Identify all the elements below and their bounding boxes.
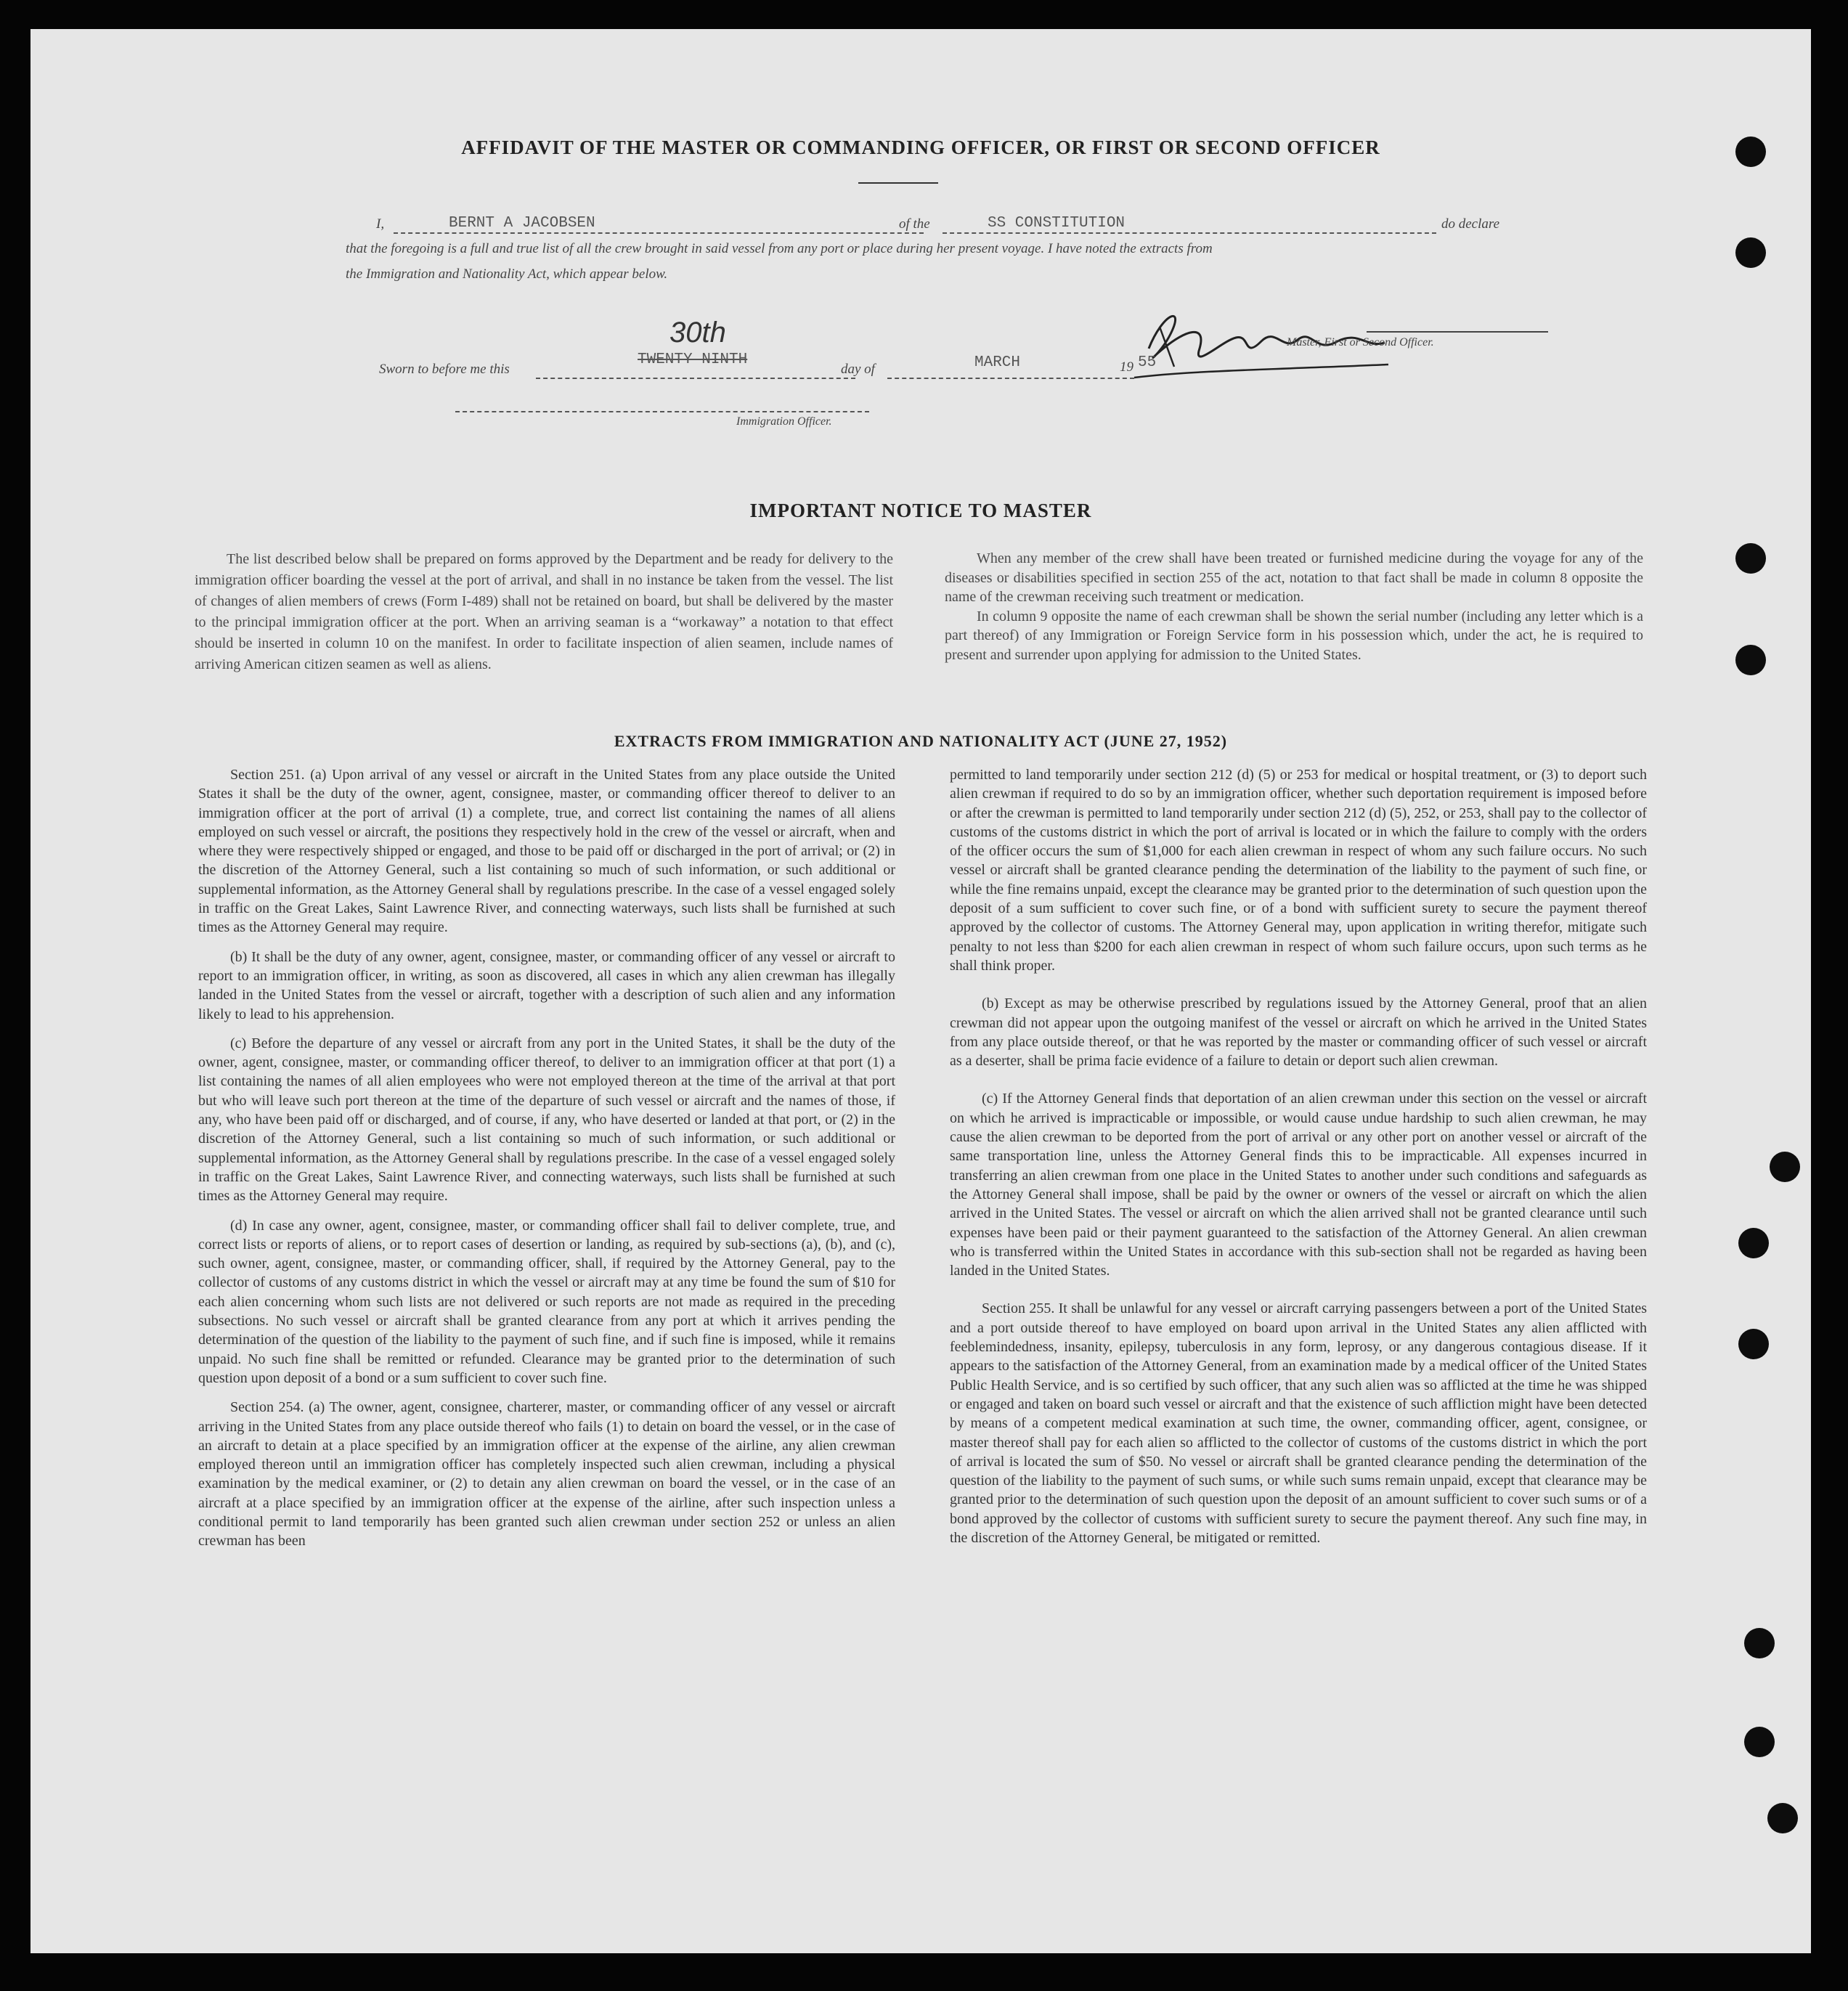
notice-title: IMPORTANT NOTICE TO MASTER [749, 500, 1092, 521]
signature-strike-line [1367, 331, 1548, 333]
affidavit-line-2: that the foregoing is a full and true list of all the crew brought in said vessel from any port or place during her present voyage. I have noted the extracts from [346, 241, 1213, 256]
punch-hole [1738, 1228, 1769, 1258]
affidavit-title: AFFIDAVIT OF THE MASTER OR COMMANDING OFFICER, OR FIRST OR SECOND OFFICER [461, 137, 1380, 158]
day-line [536, 378, 855, 379]
punch-hole [1744, 1727, 1775, 1757]
section-paragraph: permitted to land temporarily under section 212 (d) (5) or 253 for medical or hospital treatment, or (3) to deport such alien crewman if required to do so by an immigration officer, whether such deportation requirement is imposed before or after the crewman is permitted to land temporarily under section 212 (d) (5), 252, or 253, shall pay to the collector of customs of the customs district in which the port of arrival is located or in which the failure to comply with the orders of the officer occurs the sum of $1,000 for each alien crewman in respect of whom any such failure occurs. No such vessel or aircraft shall be granted clearance pending the determination of the liability to the payment of such fine, or while the fine remains unpaid, except the clearance may be granted prior to the determination of such question upon the deposit of a sum sufficient to cover such fine, or of a bond with sufficient surety to secure the payment thereof approved by the collector of customs. The Attorney General may, upon application in writing therefor, mitigate such penalty to not less than $200 for each alien crewman in respect of whom such failure occurs, upon such terms as he shall think proper. [950, 767, 1647, 974]
section-paragraph: (b) It shall be the duty of any owner, agent, consignee, master, or commanding officer of any vessel or aircraft to report to an immigration officer, in writing, as soon as discovered, all cases in which any alien crewman has illegally landed in the United States from the vessel or aircraft, together with a description of such alien and any information likely to lead to his apprehension. [198, 948, 895, 1022]
section-paragraph: (b) Except as may be otherwise prescribed by regulations issued by the Attorney General, proof that an alien crewman did not appear upon the outgoing manifest of the vessel or aircraft on which he arrived in the United States from any place outside thereof, or that he was reported by the master or commanding officer of such vessel or aircraft as a deserter, shall be prima facie evidence of a failure to detain or deport such alien crewman. [950, 996, 1647, 1070]
vessel-line [943, 232, 1436, 234]
document-page [30, 29, 1811, 1953]
punch-hole [1744, 1628, 1775, 1658]
punch-hole [1735, 237, 1766, 268]
extracts-right-column [950, 765, 1647, 1558]
master-caption: Master, First or Second Officer. [1287, 336, 1434, 349]
section-paragraph: (d) In case any owner, agent, consignee, master, or commanding officer shall fail to deliver complete, true, and correct lists or reports of aliens, or to report cases of desertion or landing, as required by sub-sections (a), (b), and (c), such owner, agent, consignee, master, or commanding officer, shall, if required by the Attorney General, pay to the collector of customs of any customs district in which the vessel or aircraft may at any time be found the sum of $10 for each alien concerning whom such lists are not delivered or such reports are not made as required in the preceding subsections. No such vessel or aircraft shall be granted clearance from any port at which it arrives pending the determination of the question of the liability to the payment of such fine, and if such fine is imposed, while it remains unpaid. No such fine shall be remitted or refunded. Clearance may be granted prior to the determination of such question upon deposit of a bond or a sum sufficient to cover such fine. [198, 1217, 895, 1386]
officer-caption: Immigration Officer. [736, 415, 832, 428]
month-line [887, 378, 1134, 379]
notice-paragraph: In column 9 opposite the name of each crewman shall be shown the serial number (including any letter which is a part thereof) of any Immigration or Foreign Service form in his possession which, under the act, he is required to present and surrender upon applying for admission to the United States. [945, 608, 1643, 663]
sworn-label: Sworn to before me this [379, 362, 510, 377]
extracts-title: EXTRACTS FROM IMMIGRATION AND NATIONALITY ACT (JUNE 27, 1952) [614, 732, 1228, 750]
notice-right-column [945, 549, 1643, 664]
section-paragraph: (c) If the Attorney General finds that deportation of an alien crewman under this section on the vessel or aircraft on which he arrived is impracticable or impossible, or would cause undue hardship to such alien crewman, he may cause the alien crewman to be deported from the port of arrival or any other port on another vessel or aircraft of the same transportation line, unless the Attorney General finds this to be impracticable. All expenses incurred in transferring an alien crewman from one place in the United States to another under such conditions and safeguards as the Attorney General shall impose, shall be paid by the owner or owners of the vessel or aircraft on which the alien arrived in the United States. The vessel or aircraft on which the alien arrived shall not be granted clearance until such expenses have been paid or their payment guaranteed to the satisfaction of the Attorney General. An alien crewman who is transferred within the United States in accordance with this sub-section shall not be regarded as having been landed in the United States. [950, 1091, 1647, 1279]
i-label: I, [376, 216, 385, 232]
title-underline [858, 182, 938, 184]
section-paragraph: Section 251. (a) Upon arrival of any vessel or aircraft in the United States from any place outside the United States it shall be the duty of the owner, agent, consignee, master, or commanding officer thereof to deliver to an immigration officer at the port of arrival (1) a complete, true, and correct list containing the names of all aliens employed on such vessel or aircraft, the positions they respectively hold in the crew of the vessel or aircraft, when and where they were respectively shipped or engaged, and those to be paid off or discharged in the port of arrival; or (2) in the discretion of the Attorney General, such a list containing so much of such information, or such additional or supplemental information, as the Attorney General shall by regulations prescribe. In the case of a vessel engaged solely in traffic on the Great Lakes, Saint Lawrence River, and connecting waterways, such lists shall be furnished at such times as the Attorney General may require. [198, 767, 895, 936]
punch-hole [1770, 1152, 1800, 1182]
day-typed-struck: TWENTY NINTH [638, 351, 748, 368]
officer-signature-line [455, 411, 869, 412]
notice-paragraph: The list described below shall be prepared on forms approved by the Department and be ready for delivery to the immigration officer boarding the vessel at the port of arrival, and shall in no instance be taken from the vessel. The list of changes of alien members of crews (Form I-489) shall not be retained on board, but shall be delivered by the master to the principal immigration officer at the port. When an arriving seaman is a “workaway” a notation to that effect should be inserted in column 10 on the manifest. In order to facilitate inspection of alien seamen, include names of arriving American citizen seamen as well as aliens. [195, 551, 893, 672]
of-the-label: of the [899, 216, 930, 232]
punch-hole [1738, 1329, 1769, 1359]
section-paragraph: Section 254. (a) The owner, agent, consignee, charterer, master, or commanding officer of any vessel or aircraft arriving in the United States from any place outside thereof who fails (1) to detain on board the vessel, or in the case of an aircraft to detain at a place specified by an immigration officer at the expense of the airline, any alien crewman employed thereon until an immigration officer has completely inspected such alien crewman, including a physical examination by the medical examiner, or (2) to detain any alien crewman on board the vessel, or in the case of an aircraft at a place specified by an immigration officer at the expense of the airline, after such inspection unless a conditional permit to land temporarily has been granted such alien crewman under section 252 or unless an alien crewman has been [198, 1399, 895, 1550]
vessel-name: SS CONSTITUTION [988, 215, 1126, 232]
master-name: BERNT A JACOBSEN [449, 215, 595, 232]
extracts-left-column [198, 765, 895, 1561]
year-prefix: 19 [1120, 359, 1133, 375]
affidavit-line-3: the Immigration and Nationality Act, which appear below. [346, 266, 668, 282]
day-handwritten: 30th [669, 317, 726, 349]
day-of-label: day of [841, 362, 875, 377]
name-line [394, 232, 924, 234]
notice-paragraph: When any member of the crew shall have been treated or furnished medicine during the voyage for any of the diseases or disabilities specified in section 255 of the act, notation to that fact shall be made in column 8 opposite the name of the crewman receiving such treatment or medication. [945, 550, 1643, 605]
month: MARCH [974, 354, 1021, 371]
year-suffix: 55 [1138, 354, 1157, 371]
do-declare-label: do declare [1441, 216, 1500, 232]
section-paragraph: (c) Before the departure of any vessel or aircraft from any port in the United States, it shall be the duty of the owner, agent, consignee, master, or commanding officer thereof, to deliver to an immigration officer at that port (1) a list containing the names of all alien employees who were not employed thereon at the time of the arrival at that port but who will leave such port thereon at the time of the departure of such vessel or aircraft and the names of those, if any, who have been paid off or discharged, and of course, if any, who have deserted or landed at that port, or (2) in the discretion of the Attorney General, such a list containing so much of such information, or such additional or supplemental information, as the Attorney General shall by regulations prescribe. In the case of a vessel engaged solely in traffic on the Great Lakes, Saint Lawrence River, and connecting waterways, such lists shall be furnished at such times as the Attorney General may require. [198, 1035, 895, 1205]
section-paragraph: Section 255. It shall be unlawful for any vessel or aircraft carrying passengers between a port of the United States and a port outside thereof to have employed on board upon arrival in the United States any alien afflicted with feeblemindedness, insanity, epilepsy, tuberculosis in any form, leprosy, or any dangerous contagious disease. If it appears to the satisfaction of the Attorney General, from an examination made by a medical officer of the United States Public Health Service, and is so certified by such officer, that any such alien was so afflicted at the time he was shipped or engaged and taken on board such vessel or aircraft and that the existence of such affliction might have been detected by means of a competent medical examination at such time, the owner, commanding officer, agent, consignee, or master thereof shall pay for each alien so afflicted to the collector of customs of the customs district in which the port of arrival is located the sum of $50. No vessel or aircraft shall be granted clearance pending the determination of the question of the liability to the payment of such sums, or while such sums remain unpaid, except that clearance may be granted prior to the determination of such question upon the deposit of an amount sufficient to cover such sums or of a bond approved by the collector of customs with sufficient surety to secure the payment thereof. Any such fine may, in the discretion of the Attorney General, be mitigated or remitted. [950, 1300, 1647, 1546]
punch-hole [1735, 543, 1766, 574]
punch-hole [1735, 645, 1766, 675]
notice-left-column [195, 549, 893, 675]
punch-hole [1767, 1803, 1798, 1833]
